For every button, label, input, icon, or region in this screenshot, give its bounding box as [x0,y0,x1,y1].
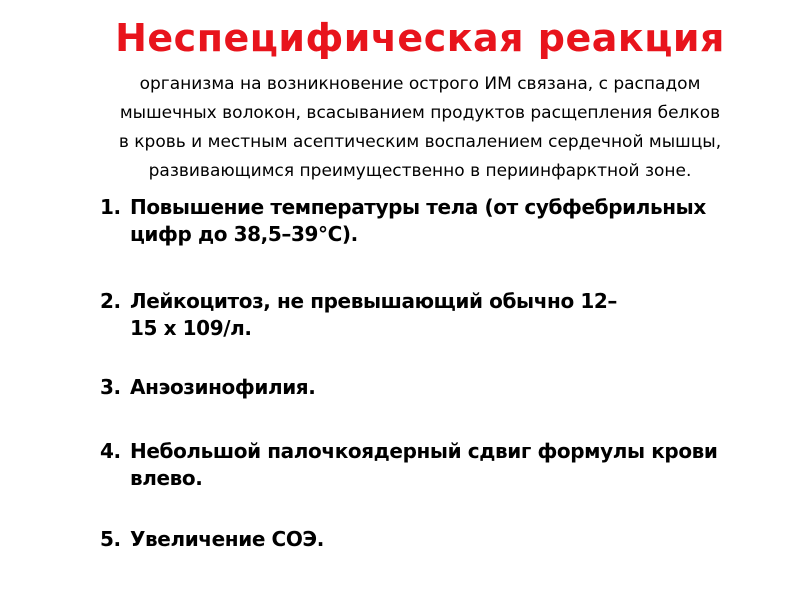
list-item-text [130,526,760,553]
list-item-line: Лейкоцитоз, не превышающий обычно 12– [130,289,617,313]
subtitle-line: мышечных волокон, всасыванием продуктов расщепления белков [119,103,721,123]
subtitle-line: организма на возникновение острого ИМ связана, с распадом [139,74,701,94]
subtitle-line: развивающимся преимущественно в периинфарктной зоне. [148,161,692,181]
list-item [100,288,780,342]
list-item-line: Анэозинофилия. [130,375,316,399]
list-item-number: 1. [100,195,121,219]
list-item-line: Повышение температуры тела (от субфебрильных [130,195,706,219]
list-item-text [130,438,760,492]
list-item-line: Увеличение СОЭ. [130,527,324,551]
list-item [100,374,780,401]
list-item-text [130,288,760,342]
list-item-text [130,194,760,248]
list-item-line: Небольшой палочкоядерный сдвиг формулы крови [130,439,718,463]
list-item-number: 4. [100,439,121,463]
list-item-number: 3. [100,375,121,399]
list-item-line: влево. [130,466,203,490]
list-item-line: 15 х 109/л. [130,316,252,340]
list-item [100,194,780,248]
list-item [100,438,780,492]
slide-title: Неспецифическая реакция [115,16,725,60]
subtitle-line: в кровь и местным асептическим воспалением сердечной мышцы, [118,132,722,152]
list-item-number: 5. [100,527,121,551]
slide-subtitle [40,70,800,186]
list-item [100,526,780,553]
list-item-text [130,374,760,401]
list-item-number: 2. [100,289,121,313]
list-item-line: цифр до 38,5–39°С). [130,222,358,246]
